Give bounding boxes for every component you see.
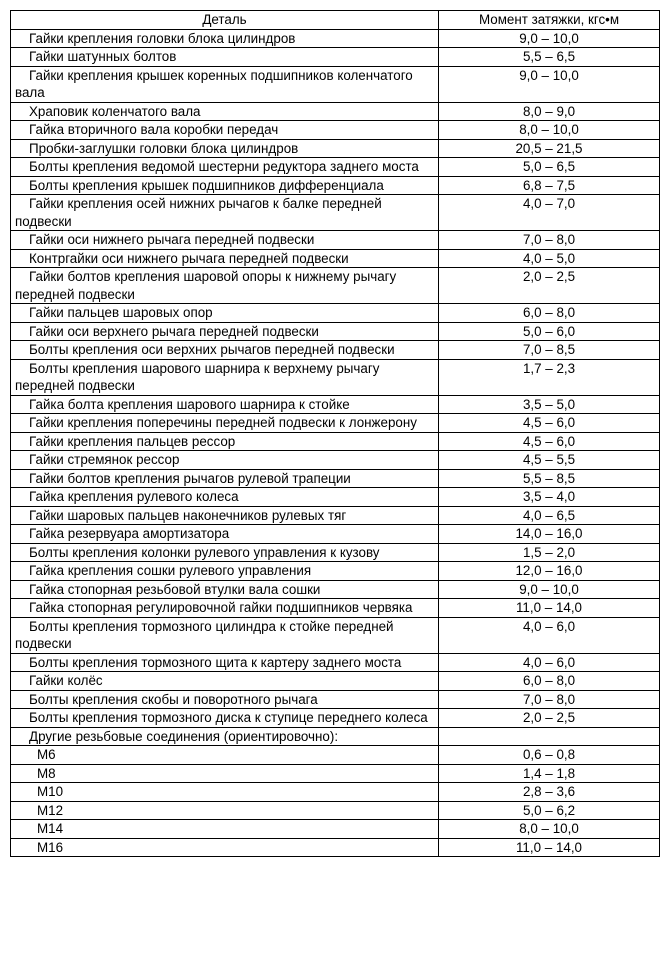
row-torque-value: 2,0 – 2,5 — [439, 709, 660, 728]
table-row — [11, 543, 660, 562]
table-row — [11, 268, 660, 304]
row-detail: Храповик коленчатого вала — [11, 102, 439, 121]
row-torque-value: 1,5 – 2,0 — [439, 543, 660, 562]
table-row — [11, 506, 660, 525]
row-torque-value: 4,0 – 6,0 — [439, 617, 660, 653]
table-row — [11, 727, 660, 746]
row-torque-value: 4,0 – 6,0 — [439, 653, 660, 672]
table-row — [11, 617, 660, 653]
table-row — [11, 746, 660, 765]
table-row — [11, 66, 660, 102]
table-body — [11, 29, 660, 857]
table-row — [11, 29, 660, 48]
row-detail: Болты крепления крышек подшипников дифференциала — [11, 176, 439, 195]
row-torque-value: 5,5 – 8,5 — [439, 469, 660, 488]
row-torque-value: 9,0 – 10,0 — [439, 66, 660, 102]
row-detail: Пробки-заглушки головки блока цилиндров — [11, 139, 439, 158]
row-torque-value: 11,0 – 14,0 — [439, 838, 660, 857]
table-row — [11, 783, 660, 802]
row-torque-value: 8,0 – 9,0 — [439, 102, 660, 121]
row-torque-value: 11,0 – 14,0 — [439, 599, 660, 618]
row-detail: М6 — [11, 746, 439, 765]
row-torque-value: 4,5 – 6,0 — [439, 432, 660, 451]
table-row — [11, 249, 660, 268]
row-torque-value: 7,0 – 8,0 — [439, 690, 660, 709]
row-torque-value: 4,5 – 6,0 — [439, 414, 660, 433]
row-detail: Болты крепления тормозного диска к ступице переднего колеса — [11, 709, 439, 728]
row-detail: М8 — [11, 764, 439, 783]
row-torque-value: 5,0 – 6,5 — [439, 158, 660, 177]
table-row — [11, 121, 660, 140]
header-detail: Деталь — [11, 11, 439, 30]
table-row — [11, 690, 660, 709]
row-torque-value: 7,0 – 8,0 — [439, 231, 660, 250]
row-detail: М16 — [11, 838, 439, 857]
row-torque-value: 1,4 – 1,8 — [439, 764, 660, 783]
table-row — [11, 672, 660, 691]
table-row — [11, 580, 660, 599]
row-detail: Гайки шатунных болтов — [11, 48, 439, 67]
row-detail: Болты крепления тормозного цилиндра к стойке передней подвески — [11, 617, 439, 653]
row-detail: Болты крепления ведомой шестерни редуктора заднего моста — [11, 158, 439, 177]
row-torque-value: 5,0 – 6,2 — [439, 801, 660, 820]
row-torque-value: 2,8 – 3,6 — [439, 783, 660, 802]
row-torque-value: 4,5 – 5,5 — [439, 451, 660, 470]
row-detail: Гайка вторичного вала коробки передач — [11, 121, 439, 140]
row-torque-value: 12,0 – 16,0 — [439, 562, 660, 581]
row-detail: М14 — [11, 820, 439, 839]
row-detail: Гайка резервуара амортизатора — [11, 525, 439, 544]
table-row — [11, 195, 660, 231]
table-header — [11, 11, 660, 30]
row-detail: Гайки оси нижнего рычага передней подвески — [11, 231, 439, 250]
row-detail: Гайка крепления рулевого колеса — [11, 488, 439, 507]
header-torque: Момент затяжки, кгс•м — [439, 11, 660, 30]
table-row — [11, 525, 660, 544]
table-row — [11, 488, 660, 507]
row-torque-value: 2,0 – 2,5 — [439, 268, 660, 304]
table-row — [11, 158, 660, 177]
row-detail: Болты крепления оси верхних рычагов передней подвески — [11, 341, 439, 360]
row-detail: Гайки колёс — [11, 672, 439, 691]
row-torque-value: 1,7 – 2,3 — [439, 359, 660, 395]
row-detail: Болты крепления шарового шарнира к верхнему рычагу передней подвески — [11, 359, 439, 395]
table-row — [11, 801, 660, 820]
row-detail: Болты крепления тормозного щита к картеру заднего моста — [11, 653, 439, 672]
row-torque-value: 4,0 – 7,0 — [439, 195, 660, 231]
table-row — [11, 820, 660, 839]
row-detail: Гайки болтов крепления шаровой опоры к нижнему рычагу передней подвески — [11, 268, 439, 304]
table-row — [11, 359, 660, 395]
row-detail: Гайки оси верхнего рычага передней подвески — [11, 322, 439, 341]
row-torque-value: 8,0 – 10,0 — [439, 121, 660, 140]
table-row — [11, 599, 660, 618]
row-detail: Гайки болтов крепления рычагов рулевой трапеции — [11, 469, 439, 488]
table-row — [11, 231, 660, 250]
row-detail: Болты крепления скобы и поворотного рычага — [11, 690, 439, 709]
table-row — [11, 48, 660, 67]
row-detail: Гайки крепления поперечины передней подвески к лонжерону — [11, 414, 439, 433]
row-detail: Контргайки оси нижнего рычага передней подвески — [11, 249, 439, 268]
row-torque-value: 3,5 – 4,0 — [439, 488, 660, 507]
table-row — [11, 562, 660, 581]
table-row — [11, 139, 660, 158]
table-row — [11, 395, 660, 414]
torque-table — [10, 10, 660, 857]
row-detail: Гайка стопорная резьбовой втулки вала сошки — [11, 580, 439, 599]
row-detail: Гайки крепления крышек коренных подшипников коленчатого вала — [11, 66, 439, 102]
table-row — [11, 341, 660, 360]
table-row — [11, 322, 660, 341]
table-row — [11, 414, 660, 433]
row-detail: Гайки крепления головки блока цилиндров — [11, 29, 439, 48]
table-row — [11, 764, 660, 783]
row-detail: Гайка стопорная регулировочной гайки подшипников червяка — [11, 599, 439, 618]
row-detail: Другие резьбовые соединения (ориентировочно): — [11, 727, 439, 746]
row-detail: Гайки стремянок рессор — [11, 451, 439, 470]
row-torque-value: 9,0 – 10,0 — [439, 29, 660, 48]
table-row — [11, 304, 660, 323]
row-detail: М12 — [11, 801, 439, 820]
table-row — [11, 102, 660, 121]
row-detail: Гайка болта крепления шарового шарнира к стойке — [11, 395, 439, 414]
table-row — [11, 176, 660, 195]
row-torque-value: 3,5 – 5,0 — [439, 395, 660, 414]
row-torque-value — [439, 727, 660, 746]
table-row — [11, 432, 660, 451]
row-torque-value: 20,5 – 21,5 — [439, 139, 660, 158]
table-row — [11, 653, 660, 672]
table-row — [11, 469, 660, 488]
row-torque-value: 5,0 – 6,0 — [439, 322, 660, 341]
table-row — [11, 451, 660, 470]
row-detail: Гайки крепления пальцев рессор — [11, 432, 439, 451]
row-torque-value: 5,5 – 6,5 — [439, 48, 660, 67]
row-torque-value: 6,0 – 8,0 — [439, 672, 660, 691]
row-torque-value: 9,0 – 10,0 — [439, 580, 660, 599]
row-detail: Гайки пальцев шаровых опор — [11, 304, 439, 323]
row-detail: М10 — [11, 783, 439, 802]
row-torque-value: 4,0 – 5,0 — [439, 249, 660, 268]
header-row — [11, 11, 660, 30]
row-torque-value: 4,0 – 6,5 — [439, 506, 660, 525]
table-row — [11, 838, 660, 857]
table-row — [11, 709, 660, 728]
row-torque-value: 6,8 – 7,5 — [439, 176, 660, 195]
row-detail: Гайки крепления осей нижних рычагов к балке передней подвески — [11, 195, 439, 231]
row-torque-value: 6,0 – 8,0 — [439, 304, 660, 323]
row-torque-value: 8,0 – 10,0 — [439, 820, 660, 839]
row-detail: Гайки шаровых пальцев наконечников рулевых тяг — [11, 506, 439, 525]
row-torque-value: 7,0 – 8,5 — [439, 341, 660, 360]
row-torque-value: 14,0 – 16,0 — [439, 525, 660, 544]
row-detail: Болты крепления колонки рулевого управления к кузову — [11, 543, 439, 562]
row-torque-value: 0,6 – 0,8 — [439, 746, 660, 765]
row-detail: Гайка крепления сошки рулевого управления — [11, 562, 439, 581]
